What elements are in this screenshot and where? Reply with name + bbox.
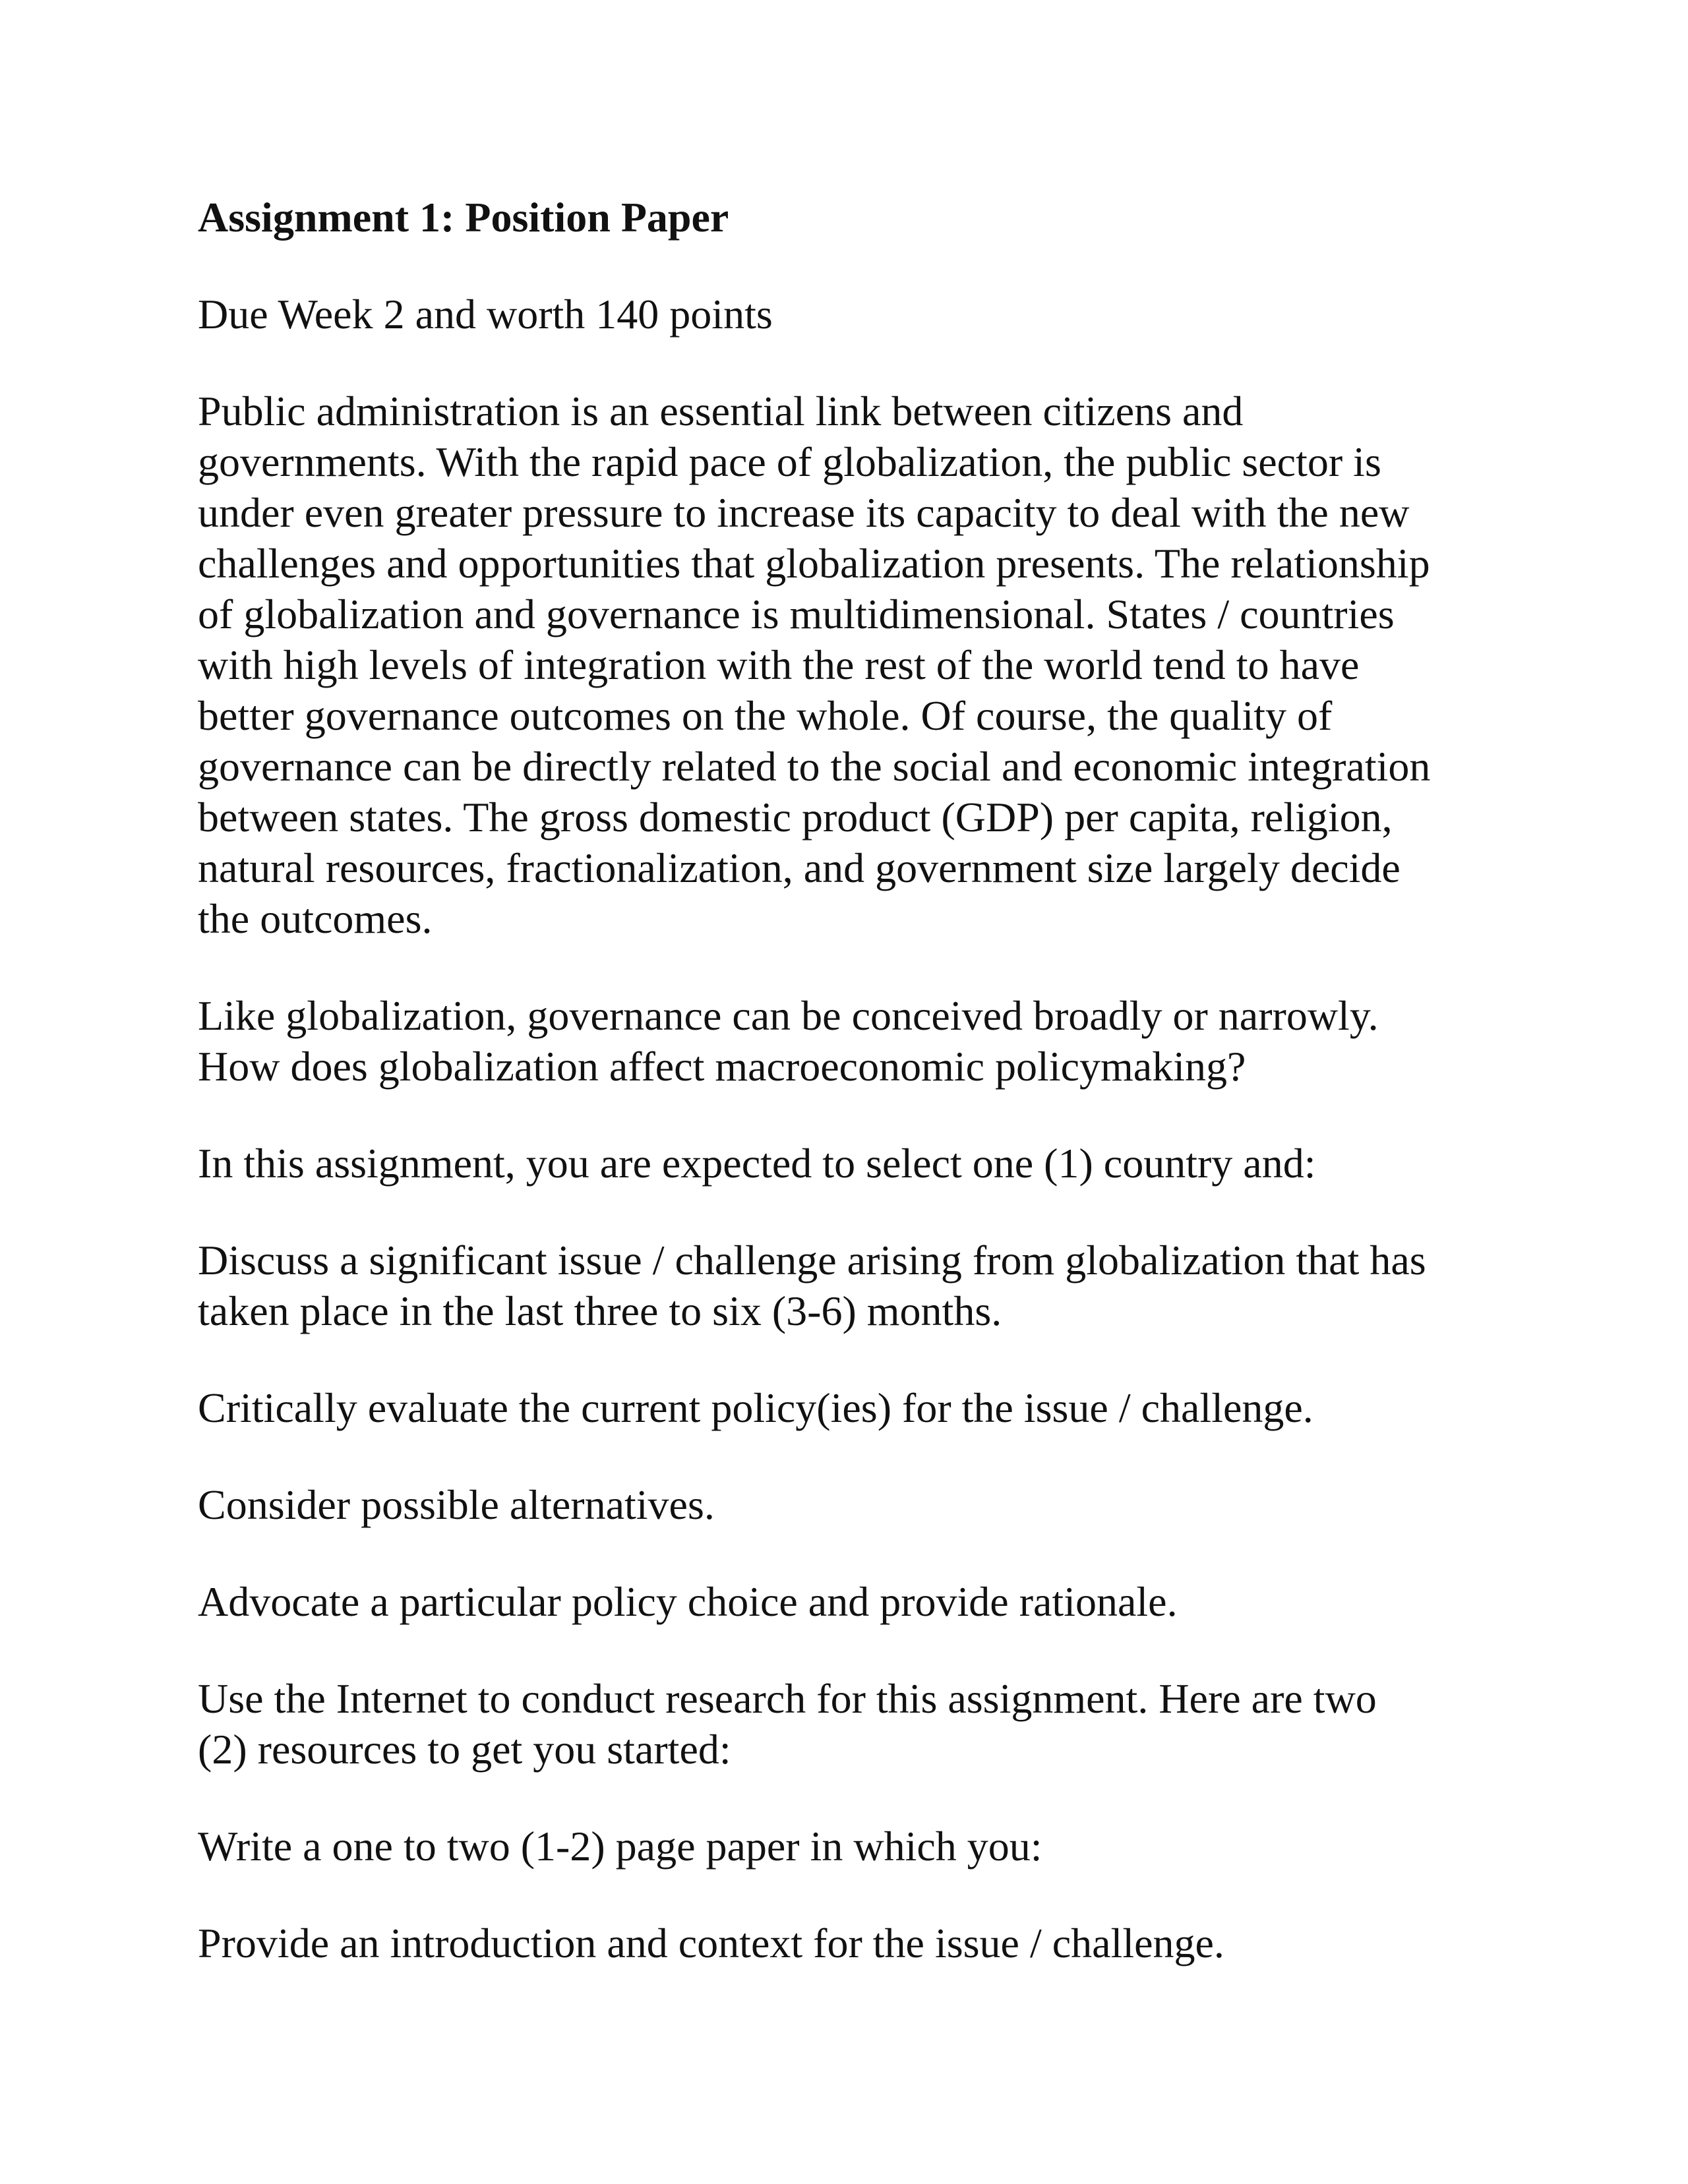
text-line: of globalization and governance is multidimensional. States / countries xyxy=(198,591,1395,637)
text-line: governance can be directly related to the social and economic integration xyxy=(198,743,1431,790)
text-line: governments. With the rapid pace of globalization, the public sector is xyxy=(198,438,1381,485)
select-country-paragraph: In this assignment, you are expected to select one (1) country and: xyxy=(198,1140,1316,1187)
text-line: How does globalization affect macroeconomic policymaking? xyxy=(198,1043,1246,1090)
evaluate-paragraph: Critically evaluate the current policy(ies) for the issue / challenge. xyxy=(198,1384,1313,1431)
text-line: Public administration is an essential link between citizens and xyxy=(198,388,1244,434)
text-line: Use the Internet to conduct research for this assignment. Here are two xyxy=(198,1675,1377,1722)
intro-paragraph xyxy=(198,386,1517,944)
alternatives-paragraph: Consider possible alternatives. xyxy=(198,1481,715,1528)
research-paragraph xyxy=(198,1673,1517,1775)
text-line: natural resources, fractionalization, and government size largely decide xyxy=(198,844,1401,891)
text-line: between states. The gross domestic product (GDP) per capita, religion, xyxy=(198,794,1393,841)
write-paper-paragraph: Write a one to two (1-2) page paper in which you: xyxy=(198,1823,1042,1870)
text-line: with high levels of integration with the rest of the world tend to have xyxy=(198,641,1360,688)
advocate-paragraph: Advocate a particular policy choice and provide rationale. xyxy=(198,1578,1178,1625)
discuss-paragraph xyxy=(198,1235,1517,1336)
text-line: under even greater pressure to increase its capacity to deal with the new xyxy=(198,489,1410,536)
text-line: (2) resources to get you started: xyxy=(198,1726,731,1773)
text-line: Discuss a significant issue / challenge arising from globalization that has xyxy=(198,1237,1426,1284)
document-title: Assignment 1: Position Paper xyxy=(198,194,729,241)
text-line: the outcomes. xyxy=(198,895,433,942)
text-line: taken place in the last three to six (3-6) months. xyxy=(198,1287,1002,1334)
text-line: Like globalization, governance can be conceived broadly or narrowly. xyxy=(198,992,1379,1039)
due-line: Due Week 2 and worth 140 points xyxy=(198,291,773,338)
document-page xyxy=(198,192,1517,2015)
introduction-paragraph: Provide an introduction and context for the issue / challenge. xyxy=(198,1920,1224,1966)
governance-paragraph xyxy=(198,990,1517,1092)
text-line: challenges and opportunities that globalization presents. The relationship xyxy=(198,540,1430,587)
text-line: better governance outcomes on the whole. Of course, the quality of xyxy=(198,692,1333,739)
